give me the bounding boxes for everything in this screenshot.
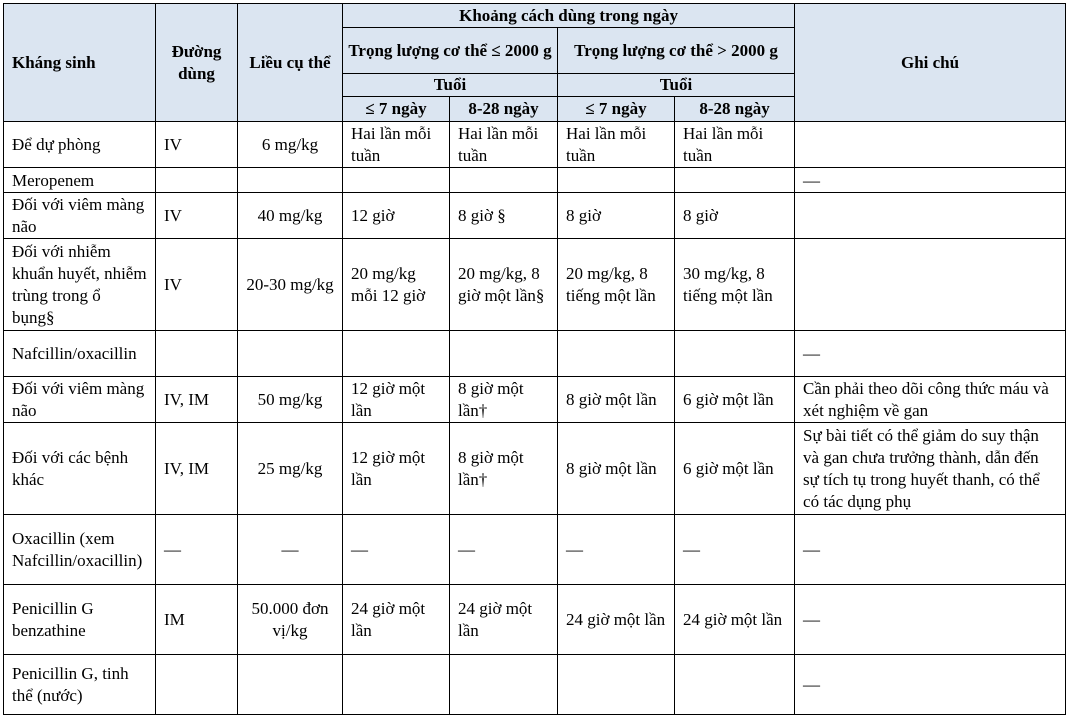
- cell-route: [156, 331, 238, 377]
- cell-w2-le7: 8 giờ một lần: [558, 423, 675, 515]
- cell-route: IV: [156, 122, 238, 168]
- table-row: [4, 585, 1066, 655]
- table-row: [4, 239, 1066, 331]
- cell-antibiotic: Đối với các bệnh khác: [4, 423, 156, 515]
- cell-w2-8-28: [675, 331, 795, 377]
- cell-w1-le7: 20 mg/kg mỗi 12 giờ: [343, 239, 450, 331]
- header-weight-le-2000: Trọng lượng cơ thể ≤ 2000 g: [343, 28, 558, 74]
- table-row: [4, 655, 1066, 715]
- cell-w1-le7: 12 giờ một lần: [343, 377, 450, 423]
- header-notes: Ghi chú: [795, 4, 1066, 122]
- cell-dose: 20-30 mg/kg: [238, 239, 343, 331]
- cell-dose: 6 mg/kg: [238, 122, 343, 168]
- cell-dose: 40 mg/kg: [238, 193, 343, 239]
- cell-dose: —: [238, 515, 343, 585]
- cell-note: Sự bài tiết có thể giảm do suy thận và gan chưa trưởng thành, dẫn đến sự tích tụ trong huyết thanh, có thể có tác dụng phụ: [795, 423, 1066, 515]
- cell-route: IV, IM: [156, 423, 238, 515]
- cell-route: IV: [156, 239, 238, 331]
- cell-antibiotic: Đối với viêm màng não: [4, 377, 156, 423]
- cell-note: —: [795, 585, 1066, 655]
- cell-w2-8-28: 24 giờ một lần: [675, 585, 795, 655]
- cell-w2-8-28: [675, 655, 795, 715]
- cell-w1-le7: [343, 331, 450, 377]
- cell-note: Cần phải theo dõi công thức máu và xét nghiệm về gan: [795, 377, 1066, 423]
- cell-antibiotic: Oxacillin (xem Nafcillin/oxacillin): [4, 515, 156, 585]
- header-route: Đường dùng: [156, 4, 238, 122]
- cell-note: —: [795, 168, 1066, 193]
- cell-w1-8-28: 8 giờ §: [450, 193, 558, 239]
- cell-note: —: [795, 655, 1066, 715]
- table-row: [4, 193, 1066, 239]
- cell-w1-8-28: 20 mg/kg, 8 giờ một lần§: [450, 239, 558, 331]
- cell-antibiotic: Penicillin G benzathine: [4, 585, 156, 655]
- cell-antibiotic: Đối với viêm màng não: [4, 193, 156, 239]
- cell-w1-le7: [343, 655, 450, 715]
- cell-w2-le7: 8 giờ: [558, 193, 675, 239]
- cell-w1-le7: —: [343, 515, 450, 585]
- header-age-le-2000: Tuổi: [343, 74, 558, 97]
- header-dose: Liều cụ thể: [238, 4, 343, 122]
- header-age-le7-w1: ≤ 7 ngày: [343, 97, 450, 122]
- cell-w1-8-28: 8 giờ một lần†: [450, 423, 558, 515]
- cell-w2-le7: [558, 331, 675, 377]
- header-age-le7-w2: ≤ 7 ngày: [558, 97, 675, 122]
- cell-w1-8-28: Hai lần mỗi tuần: [450, 122, 558, 168]
- cell-w1-le7: 24 giờ một lần: [343, 585, 450, 655]
- header-weight-gt-2000: Trọng lượng cơ thể > 2000 g: [558, 28, 795, 74]
- header-age-8-28-w1: 8-28 ngày: [450, 97, 558, 122]
- cell-w1-8-28: —: [450, 515, 558, 585]
- cell-w1-8-28: 24 giờ một lần: [450, 585, 558, 655]
- cell-w2-le7: 8 giờ một lần: [558, 377, 675, 423]
- cell-w2-le7: —: [558, 515, 675, 585]
- cell-route: [156, 168, 238, 193]
- cell-w1-le7: [343, 168, 450, 193]
- cell-w1-le7: Hai lần mỗi tuần: [343, 122, 450, 168]
- table-header: [4, 4, 1066, 122]
- cell-w2-8-28: 6 giờ một lần: [675, 423, 795, 515]
- table-row: [4, 168, 1066, 193]
- cell-route: IV, IM: [156, 377, 238, 423]
- cell-w2-le7: 24 giờ một lần: [558, 585, 675, 655]
- cell-dose: [238, 331, 343, 377]
- cell-w1-8-28: 8 giờ một lần†: [450, 377, 558, 423]
- cell-w1-8-28: [450, 655, 558, 715]
- cell-w2-8-28: 8 giờ: [675, 193, 795, 239]
- cell-antibiotic: Meropenem: [4, 168, 156, 193]
- table-body: [4, 122, 1066, 715]
- cell-antibiotic: Penicillin G, tinh thể (nước): [4, 655, 156, 715]
- cell-w2-le7: Hai lần mỗi tuần: [558, 122, 675, 168]
- cell-route: —: [156, 515, 238, 585]
- header-antibiotic: Kháng sinh: [4, 4, 156, 122]
- cell-w2-le7: [558, 655, 675, 715]
- cell-dose: [238, 168, 343, 193]
- cell-route: IM: [156, 585, 238, 655]
- cell-w1-le7: 12 giờ một lần: [343, 423, 450, 515]
- table-row: [4, 122, 1066, 168]
- header-age-8-28-w2: 8-28 ngày: [675, 97, 795, 122]
- table-row: [4, 377, 1066, 423]
- dosing-table: [3, 3, 1066, 715]
- cell-note: [795, 239, 1066, 331]
- cell-dose: 50.000 đơn vị/kg: [238, 585, 343, 655]
- cell-w2-8-28: Hai lần mỗi tuần: [675, 122, 795, 168]
- cell-antibiotic: Để dự phòng: [4, 122, 156, 168]
- table-row: [4, 515, 1066, 585]
- cell-antibiotic: Nafcillin/oxacillin: [4, 331, 156, 377]
- cell-w1-8-28: [450, 331, 558, 377]
- header-interval: Khoảng cách dùng trong ngày: [343, 4, 795, 28]
- table-row: [4, 423, 1066, 515]
- cell-w1-8-28: [450, 168, 558, 193]
- cell-w2-8-28: [675, 168, 795, 193]
- cell-dose: 50 mg/kg: [238, 377, 343, 423]
- cell-route: [156, 655, 238, 715]
- cell-dose: [238, 655, 343, 715]
- cell-note: —: [795, 331, 1066, 377]
- cell-note: —: [795, 515, 1066, 585]
- cell-note: [795, 122, 1066, 168]
- header-age-gt-2000: Tuổi: [558, 74, 795, 97]
- cell-note: [795, 193, 1066, 239]
- cell-w2-8-28: —: [675, 515, 795, 585]
- cell-dose: 25 mg/kg: [238, 423, 343, 515]
- cell-w2-le7: [558, 168, 675, 193]
- cell-w1-le7: 12 giờ: [343, 193, 450, 239]
- cell-route: IV: [156, 193, 238, 239]
- cell-w2-8-28: 6 giờ một lần: [675, 377, 795, 423]
- cell-w2-le7: 20 mg/kg, 8 tiếng một lần: [558, 239, 675, 331]
- cell-w2-8-28: 30 mg/kg, 8 tiếng một lần: [675, 239, 795, 331]
- table-row: [4, 331, 1066, 377]
- cell-antibiotic: Đối với nhiễm khuẩn huyết, nhiễm trùng trong ổ bụng§: [4, 239, 156, 331]
